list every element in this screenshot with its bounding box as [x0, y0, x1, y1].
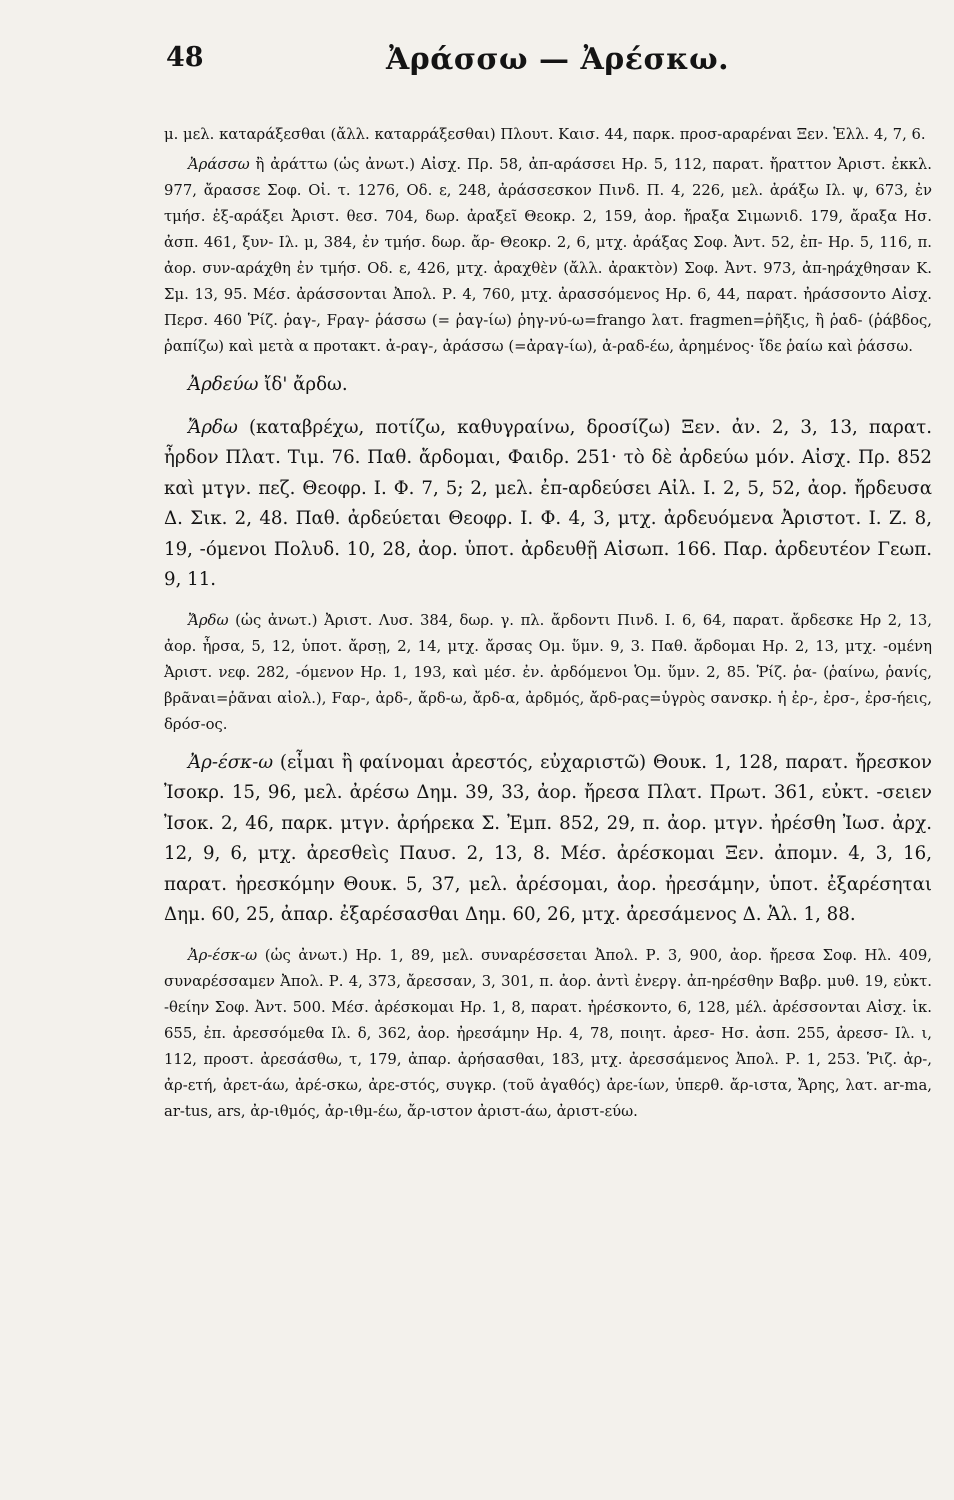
entry-arasso	[164, 152, 932, 360]
entry-text: ἢ ἀράττω (ὡς ἀνωτ.) Αἰσχ. Πρ. 58, ἀπ-αράσσει Ηρ. 5, 112, παρατ. ἤραττον Ἀριστ. ἐκκλ. 977, ἄρασσε Σοφ. Οἰ. τ. 1276, Οδ. ε, 248, ἀράσσεσκον Πινδ. Π. 4, 226, μελ. ἀράξω Ιλ. ψ, 673, ἐν τμήσ. ἐξ-αράξει Ἀριστ. θεσ. 704, δωρ. ἀραξεῖ Θεοκρ. 2, 159, ἀορ. ἤραξα Σιμωνιδ. 179, ἄραξα Ησ. ἀσπ. 461, ξυν- Ιλ. μ, 384, ἐν τμήσ. δωρ. ἄρ- Θεοκρ. 2, 6, μτχ. ἀράξας Σοφ. Ἀντ. 52, ἐπ- Ηρ. 5, 116, π. ἀορ. συν-αράχθη ἐν τμήσ. Οδ. ε, 426, μτχ. ἀραχθὲν (ἄλλ. ἀρακτὸν) Σοφ. Ἀντ. 973, ἀπ-ηράχθησαν Κ. Σμ. 13, 95. Μέσ. ἀράσσονται Ἀπολ. Ρ. 4, 760, μτχ. ἀρασσόμενος Ηρ. 6, 44, παρατ. ἠράσσοντο Αἰσχ. Περσ. 460 Ῥίζ. ῥαγ-, Fραγ- ῥάσσω (= ῥαγ-ίω) ῥηγ-νύ-ω=frango λατ. fragmen=ῥῆξις, ἢ ῥαδ- (ῥάβδος, ῥαπίζω) καὶ μετὰ α προτακτ. ἀ-ραγ-, ἀράσσω (=ἀραγ-ίω), ἀ-ραδ-έω, ἀρημένος· ἴδε ῥαίω καὶ ῥάσσω.	[164, 156, 932, 355]
entry-lemma: Ἄρδω	[188, 611, 229, 629]
entry-lemma: Ἀρ-έσκ-ω	[188, 946, 258, 964]
entry-ardeuo	[164, 370, 932, 401]
entry-lemma: Ἀρδεύω	[188, 374, 259, 395]
entry-text: μ. μελ. καταράξεσθαι (ἄλλ. καταρράξεσθαι) Πλουτ. Καισ. 44, παρκ. προσ-αραρέναι Ξεν. Ἑλλ. 4, 7, 6.	[164, 126, 926, 143]
entry-ardo-attic	[164, 413, 932, 596]
running-title: Ἀράσσω — Ἀρέσκω.	[386, 42, 730, 77]
entry-text: ἴδ' ἄρδω.	[264, 374, 348, 395]
entry-lemma: Ἄρδω	[188, 416, 238, 438]
entry-text: (ὡς ἀνωτ.) Ἀριστ. Λυσ. 384, δωρ. γ. πλ. ἄρδοντι Πινδ. Ι. 6, 64, παρατ. ἄρδεσκε Ηρ 2, 13, ἀορ. ἦρσα, 5, 12, ὑποτ. ἄρσῃ, 2, 14, μτχ. ἄρσας Ομ. ὕμν. 9, 3. Παθ. ἄρδομαι Ηρ. 2, 13, μτχ. -ομένη Ἀριστ. νεφ. 282, -όμενον Ηρ. 1, 193, καὶ μέσ. ἐν. ἀρδόμενοι Ὁμ. ὕμν. 2, 85. Ῥίζ. ῥα- (ῥαίνω, ῥανίς, βρᾶναι=ῥᾶναι αἰολ.), Fαρ-, ἀρδ-, ἄρδ-ω, ἄρδ-α, ἀρδμός, ἄρδ-ρας=ὑγρὸς σανσκρ. ἡ ἐρ-, ἐρσ-, ἐρσ-ήεις, δρόσ-ος.	[164, 611, 932, 733]
page-number: 48	[166, 42, 204, 73]
entry-text: (καταβρέχω, ποτίζω, καθυγραίνω, δροσίζω) Ξεν. ἀν. 2, 3, 13, παρατ. ἦρδον Πλατ. Τιμ. 76. Παθ. ἄρδομαι, Φαιδρ. 251· τὸ δὲ ἀρδεύω μόν. Αἰσχ. Πρ. 852 καὶ μτγν. πεζ. Θεοφρ. Ι. Φ. 7, 5; 2, μελ. ἐπ-αρδεύσει Αἰλ. Ι. 2, 5, 52, ἀορ. ἤρδευσα Δ. Σικ. 2, 48. Παθ. ἀρδεύεται Θεοφρ. Ι. Φ. 4, 3, μτχ. ἀρδευόμενα Ἀριστοτ. Ι. Ζ. 8, 19, -όμενοι Πολυδ. 10, 28, ἀορ. ὑποτ. ἀρδευθῇ Αἰσωπ. 166. Παρ. ἀρδευτέον Γεωπ. 9, 11.	[164, 416, 932, 590]
entry-aresko-ionic	[164, 943, 932, 1125]
page-header	[164, 42, 932, 92]
entry-ardo-ionic	[164, 608, 932, 738]
entry-text: (εἶμαι ἢ φαίνομαι ἀρεστός, εὐχαριστῶ) Θουκ. 1, 128, παρατ. ἤρεσκον Ἰσοκρ. 15, 96, μελ. ἀρέσω Δημ. 39, 33, ἀορ. ἤρεσα Πλατ. Πρωτ. 361, εὐκτ. -σειεν Ἰσοκ. 2, 46, παρκ. μτγν. ἀρήρεκα Σ. Ἐμπ. 852, 29, π. ἀορ. μτγν. ἠρέσθη Ἰωσ. ἀρχ. 12, 9, 6, μτχ. ἀρεσθεὶς Παυσ. 2, 13, 8. Μέσ. ἀρέσκομαι Ξεν. ἀπομν. 4, 3, 16, παρατ. ἠρεσκόμην Θουκ. 5, 37, μελ. ἀρέσομαι, ἀορ. ἠρεσάμην, ὑποτ. ἐξαρέσηται Δημ. 60, 25, ἀπαρ. ἐξαρέσασθαι Δημ. 60, 26, μτχ. ἀρεσάμενος Δ. Ἁλ. 1, 88.	[164, 751, 932, 925]
entry-text: (ὡς ἀνωτ.) Ηρ. 1, 89, μελ. συναρέσσεται Ἀπολ. Ρ. 3, 900, ἀορ. ἤρεσα Σοφ. Ηλ. 409, συναρέσσαμεν Ἀπολ. Ρ. 4, 373, ἄρεσσαν, 3, 301, π. ἀορ. ἀντὶ ἐνεργ. ἀπ-ηρέσθην Βαβρ. μυθ. 19, εὐκτ. -θείην Σοφ. Ἀντ. 500. Μέσ. ἀρέσκομαι Ηρ. 1, 8, παρατ. ἠρέσκοντο, 6, 128, μέλ. ἀρέσσονται Αἰσχ. ἱκ. 655, ἐπ. ἀρεσσόμεθα Ιλ. δ, 362, ἀορ. ἠρεσάμην Ηρ. 4, 78, ποιητ. ἀρεσ- Ησ. ἀσπ. 255, ἀρεσσ- Ιλ. ι, 112, προστ. ἀρεσάσθω, τ, 179, ἀπαρ. ἀρήσασθαι, 183, μτχ. ἀρεσσάμενος Ἀπολ. Ρ. 1, 253. Ῥιζ. ἀρ-, ἀρ-ετή, ἀρετ-άω, ἀρέ-σκω, ἀρε-στός, συγκρ. (τοῦ ἀγαθός) ἀρε-ίων, ὑπερθ. ἄρ-ιστα, Ἄρης, λατ. ar-ma, ar-tus, ars, ἀρ-ιθμός, ἀρ-ιθμ-έω, ἄρ-ιστον ἀριστ-άω, ἀριστ-εύω.	[164, 946, 932, 1120]
entry-lemma: Ἀράσσω	[188, 156, 250, 173]
entry-aresko-attic	[164, 748, 932, 931]
entry-continuation	[164, 122, 932, 148]
entry-lemma: Ἀρ-έσκ-ω	[188, 751, 274, 773]
